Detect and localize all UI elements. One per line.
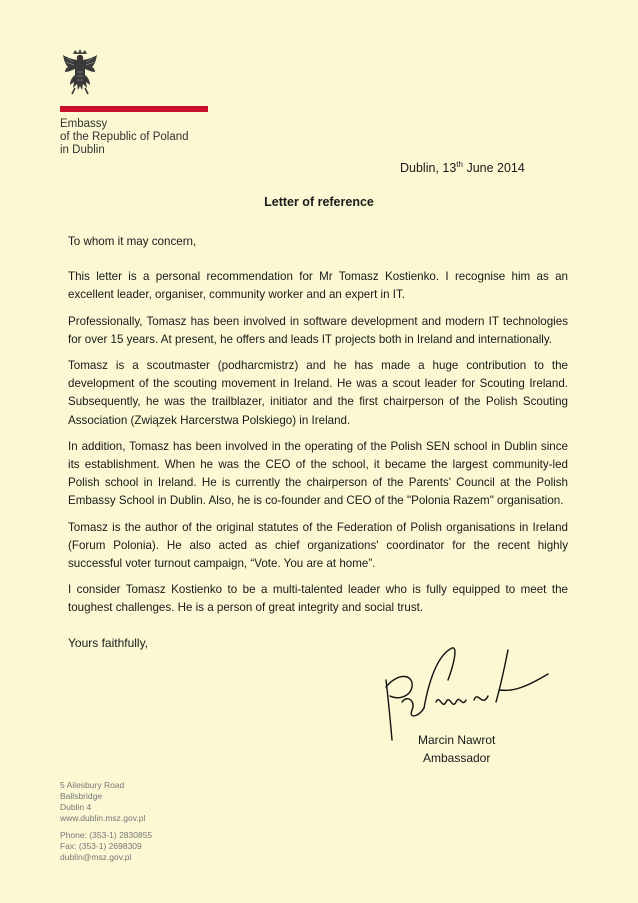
body-paragraph: I consider Tomasz Kostienko to be a multi-talented leader who is fully equipped to meet the toughest challenges. He is a person of great integrity and social trust. [68, 583, 568, 615]
embassy-letterhead [60, 118, 189, 157]
signer-name: Marcin Nawrot [418, 733, 496, 747]
body-paragraph: This letter is a personal recommendation for Mr Tomasz Kostienko. I recognise him as an excellent leader, organiser, community worker and an expert in IT. [68, 270, 568, 302]
embassy-line: Embassy [60, 118, 108, 130]
date-suffix: June 2014 [462, 161, 525, 176]
footer-line: Phone: (353-1) 2830855 [60, 830, 153, 840]
date-sup: th [456, 160, 463, 169]
signer-role: Ambassador [422, 751, 491, 765]
salutation: To whom it may concern, [68, 235, 197, 248]
footer-line: 5 Ailesbury Road [60, 780, 125, 790]
footer-contact [60, 780, 152, 863]
footer-line: dublin@msz.gov.pl [60, 852, 132, 862]
body-paragraph: Tomasz is a scoutmaster (podharcmistrz) and he has made a huge contribution to the development of the scouting movement in Ireland. He was a scout leader for Scouting Ireland. Subsequently, he was the trailblazer, initiator and the first chairperson of the Polish Scouting Association (Związek Harcerstwa Polskiego) in Ireland. [68, 359, 568, 427]
footer-line: www.dublin.msz.gov.pl [60, 813, 146, 823]
red-divider-bar [60, 106, 208, 112]
footer-line: Dublin 4 [60, 802, 92, 812]
letter-date [400, 160, 525, 175]
polish-eagle-emblem-icon [60, 48, 100, 98]
body-paragraph: Professionally, Tomasz has been involved in software development and modern IT technologies for over 15 years. At present, he offers and leads IT projects both in Ireland and internationally. [68, 314, 568, 346]
footer-line: Ballsbridge [60, 791, 103, 801]
embassy-line: of the Republic of Poland [60, 131, 189, 143]
closing-line: Yours faithfully, [68, 636, 149, 650]
handwritten-signature-icon [378, 642, 553, 742]
embassy-line: in Dublin [60, 144, 105, 156]
body-paragraph: In addition, Tomasz has been involved in the operating of the Polish SEN school in Dublin since its establishment. When he was the CEO of the school, it became the largest community-led Polish school in Ireland. He is currently the chairperson of the Parents' Council at the Polish Embassy School in Dublin. Also, he is co-founder and CEO of the "Polonia Razem" organisation. [68, 439, 568, 508]
signer-block [418, 731, 495, 767]
body-paragraph: Tomasz is the author of the original statutes of the Federation of Polish organisations in Ireland (Forum Polonia). He also acted as chief organizations' coordinator for the recent highly successful voter turnout campaign, “Vote. You are at home”. [68, 520, 568, 571]
letter-body [68, 233, 568, 626]
letter-title: Letter of reference [264, 195, 374, 209]
footer-line: Fax: (353-1) 2698309 [60, 841, 142, 851]
date-prefix: Dublin, 13 [400, 161, 457, 176]
